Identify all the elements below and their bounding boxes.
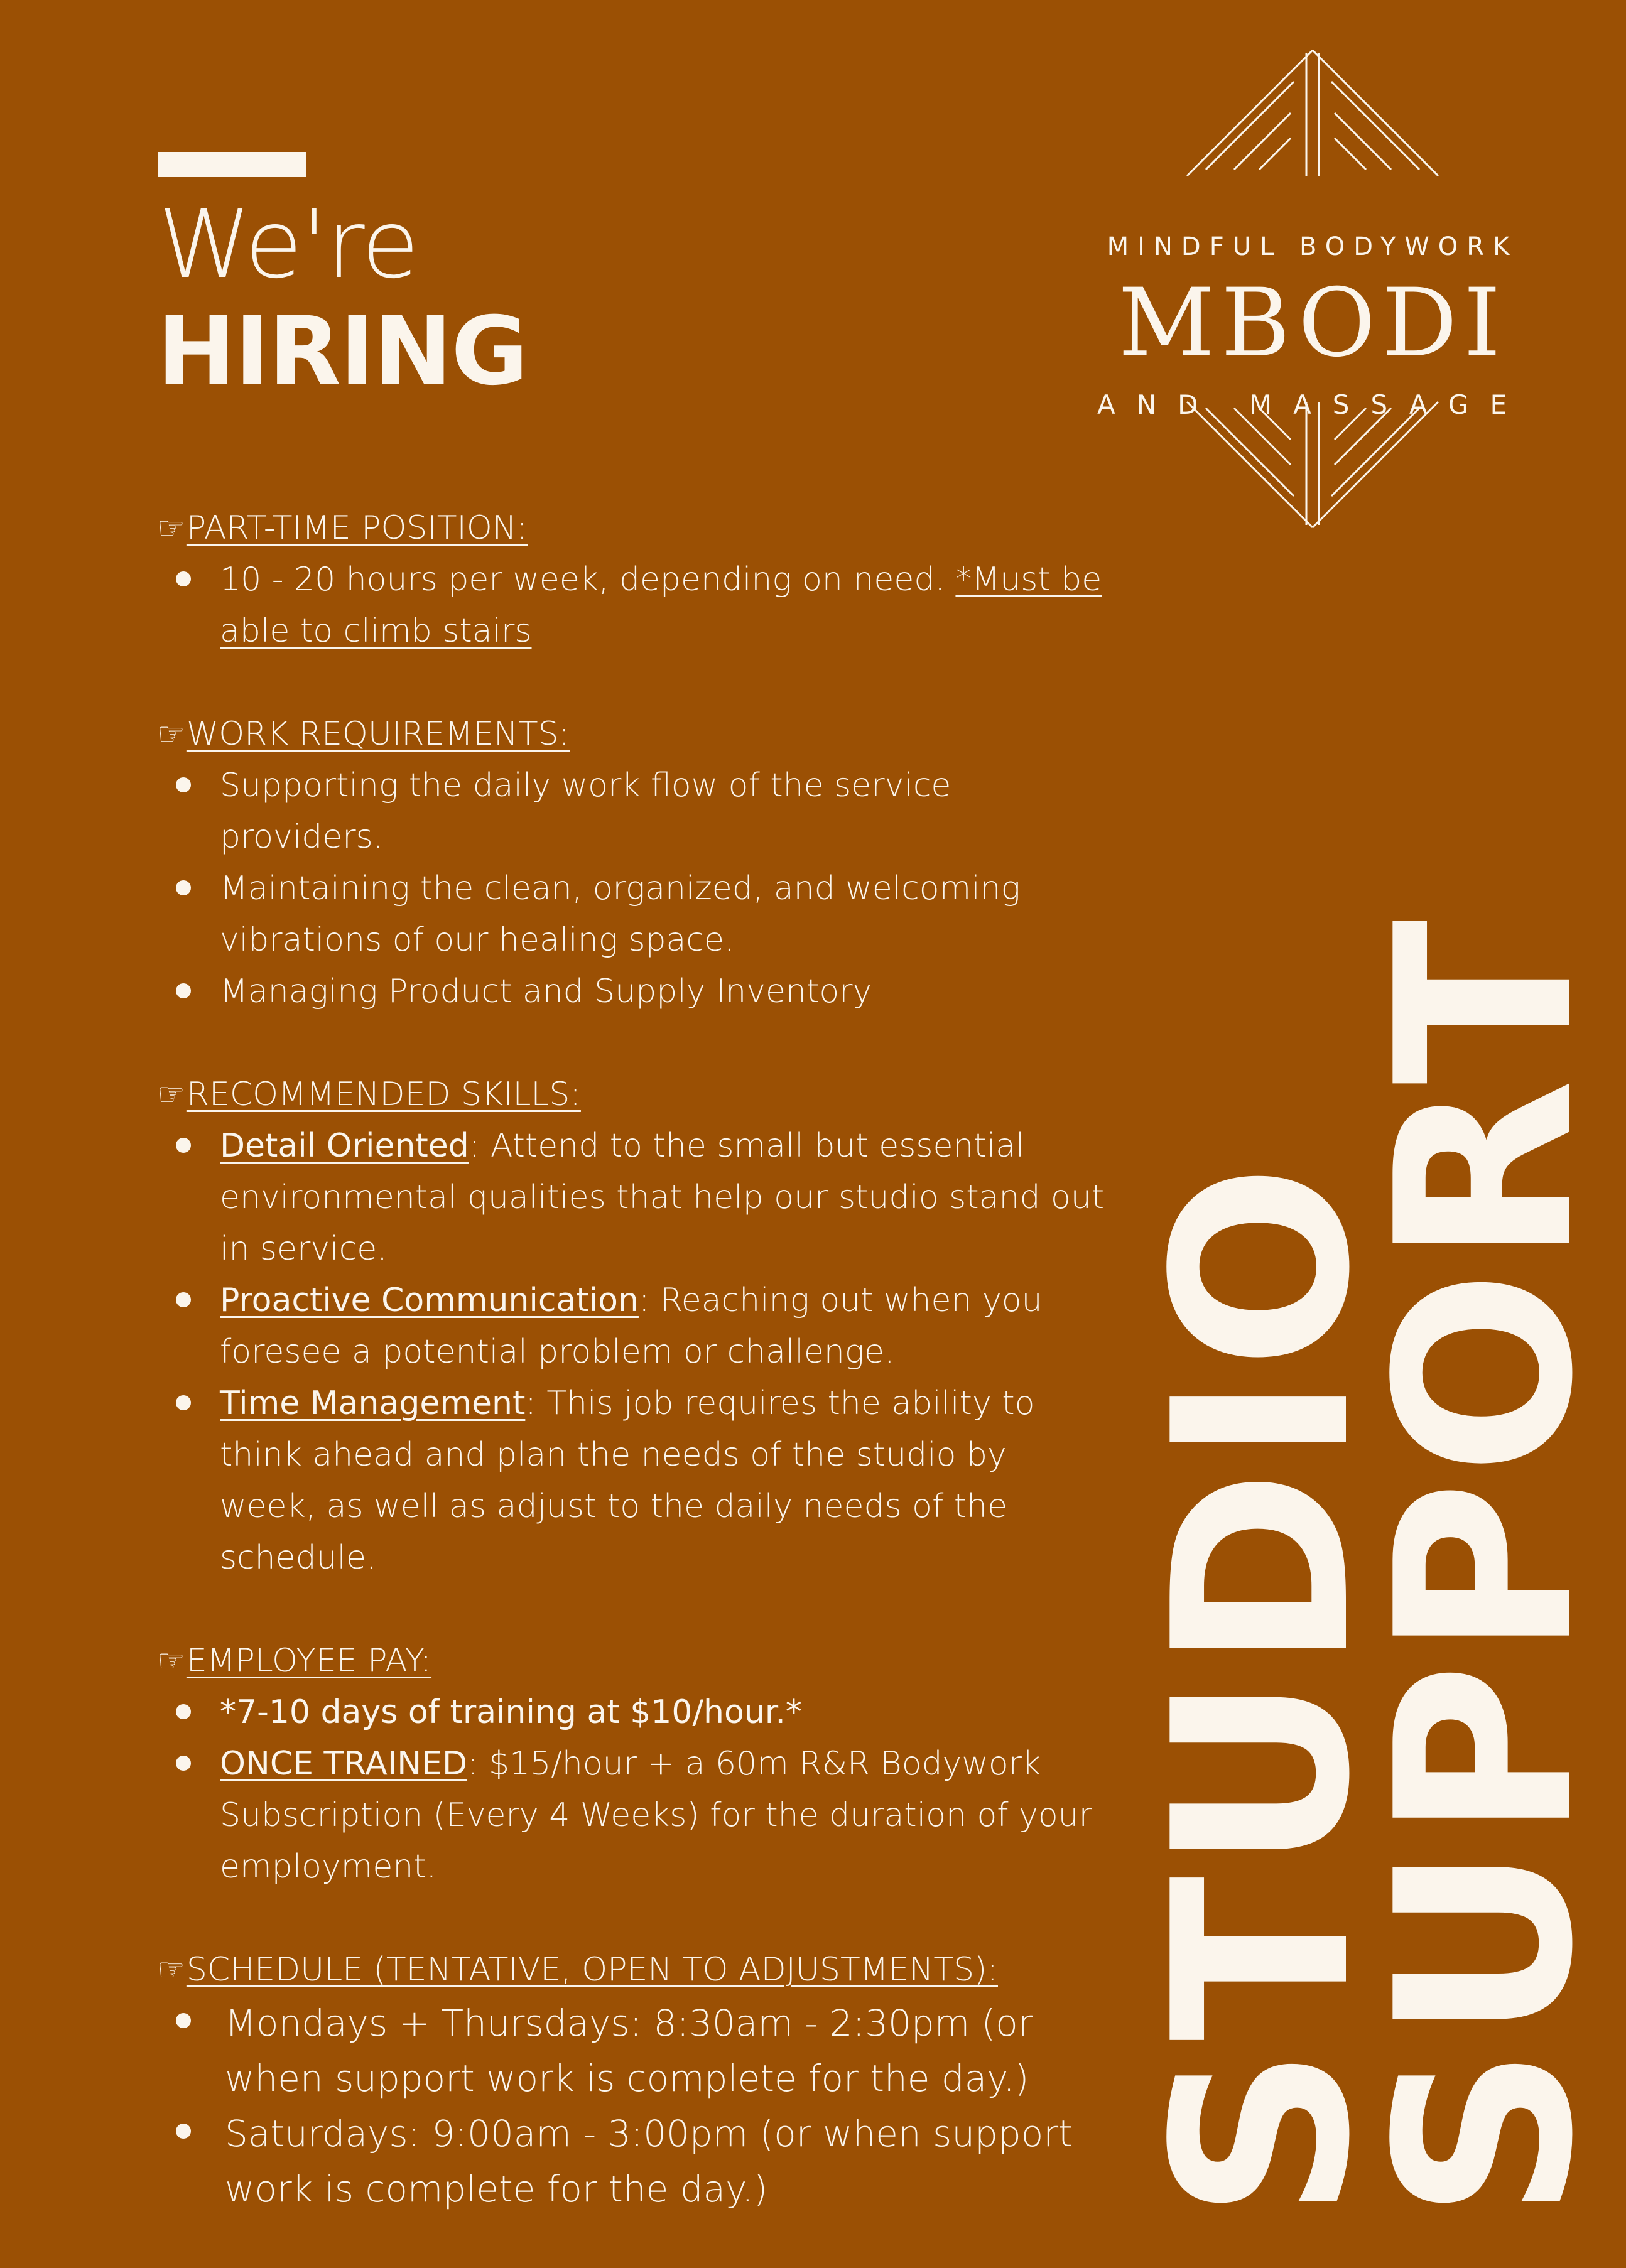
list-item: [157, 1120, 1112, 1275]
bullet-icon: [176, 571, 191, 586]
list-item: [157, 554, 1112, 657]
logo-bottom-ornament-icon: [1181, 396, 1444, 534]
schedule-text: Mondays + Thursdays: 8:30am - 2:30pm (or when support work is complete for the day.): [225, 2002, 1033, 2100]
bullet-list: [157, 554, 1112, 657]
item-text: Maintaining the clean, organized, and welcoming vibrations of our healing space.: [220, 870, 1021, 959]
bullet-icon: [176, 1756, 191, 1771]
pointing-hand-icon: ☞: [157, 1952, 185, 1988]
section-heading: [157, 708, 1112, 760]
section-part-time: [157, 502, 1112, 657]
skill-text: : Attend to the small but essential environmental qualities that help our studio stand out in service.: [220, 1127, 1105, 1268]
section-work-requirements: [157, 708, 1112, 1017]
list-item: [157, 1378, 1112, 1584]
logo-top-ornament-icon: [1181, 44, 1444, 182]
skill-label: Proactive Communication: [220, 1282, 639, 1319]
bullet-icon: [176, 2124, 191, 2139]
vertical-title-studio: STUDIO: [1122, 1158, 1403, 2220]
accent-bar: [158, 152, 306, 177]
bullet-list: [157, 1120, 1112, 1584]
job-details: [157, 502, 1112, 2268]
section-heading: [157, 1069, 1112, 1120]
section-schedule: [157, 1944, 1112, 2217]
list-item: [157, 863, 1112, 966]
section-title: EMPLOYEE PAY:: [186, 1642, 432, 1680]
list-item: [157, 1687, 1112, 1738]
bullet-icon: [176, 1704, 191, 1719]
section-title: WORK REQUIREMENTS:: [186, 715, 570, 753]
section-heading: [157, 1944, 1112, 1995]
pointing-hand-icon: ☞: [157, 510, 185, 546]
section-employee-pay: [157, 1635, 1112, 1893]
list-item: [157, 2106, 1112, 2217]
logo-tagline-bottom: AND MASSAGE: [1097, 389, 1528, 420]
pointing-hand-icon: ☞: [157, 716, 185, 752]
bullet-icon: [176, 777, 191, 792]
list-item: [157, 1738, 1112, 1893]
bullet-list: [157, 1687, 1112, 1893]
bullet-icon: [176, 983, 191, 998]
pointing-hand-icon: ☞: [157, 1643, 185, 1679]
section-title: PART-TIME POSITION:: [186, 509, 528, 547]
logo-brand-name: MBODI: [1118, 269, 1507, 378]
skill-label: Detail Oriented: [220, 1127, 469, 1165]
list-item: [157, 1995, 1112, 2106]
bullet-icon: [176, 880, 191, 895]
section-heading: [157, 502, 1112, 554]
item-text: 10 - 20 hours per week, depending on need.: [220, 561, 956, 598]
once-trained-label: ONCE TRAINED: [220, 1745, 468, 1783]
list-item: [157, 966, 1112, 1017]
trained-pay-text: : $15/hour + a 60m R&R Bodywork Subscription (Every 4 Weeks) for the duration of your employment.: [220, 1745, 1093, 1886]
bullet-list: [157, 1995, 1112, 2217]
section-title: RECOMMENDED SKILLS:: [186, 1076, 581, 1113]
skill-text: : This job requires the ability to think ahead and plan the needs of the studio by week, as well as adjust to the daily needs of the schedule.: [220, 1385, 1035, 1577]
bullet-icon: [176, 1395, 191, 1410]
headline-were: We're: [158, 190, 418, 300]
bullet-icon: [176, 1138, 191, 1153]
list-item: [157, 1275, 1112, 1378]
bullet-icon: [176, 1292, 191, 1307]
section-heading: [157, 1635, 1112, 1687]
mbodi-logo: [1093, 44, 1532, 534]
item-text: Supporting the daily work flow of the service providers.: [220, 767, 951, 856]
list-item: [157, 760, 1112, 863]
pointing-hand-icon: ☞: [157, 1076, 185, 1113]
item-text: Managing Product and Supply Inventory: [220, 973, 872, 1010]
skill-label: Time Management: [220, 1385, 526, 1422]
headline-hiring: HIRING: [157, 297, 528, 406]
schedule-text: Saturdays: 9:00am - 3:00pm (or when support work is complete for the day.): [225, 2112, 1073, 2210]
section-title: SCHEDULE (TENTATIVE, OPEN TO ADJUSTMENTS):: [186, 1951, 998, 1989]
logo-tagline-top: MINDFUL BODYWORK: [1107, 232, 1519, 261]
bullet-icon: [176, 2013, 191, 2028]
section-recommended-skills: [157, 1069, 1112, 1584]
bullet-list: [157, 760, 1112, 1017]
vertical-title-support: SUPPORT: [1345, 914, 1626, 2220]
stairs-requirement: *Must be able to climb stairs: [220, 561, 1102, 650]
training-pay: *7-10 days of training at $10/hour.*: [220, 1693, 802, 1731]
skill-text: : Reaching out when you foresee a potential problem or challenge.: [220, 1282, 1043, 1371]
